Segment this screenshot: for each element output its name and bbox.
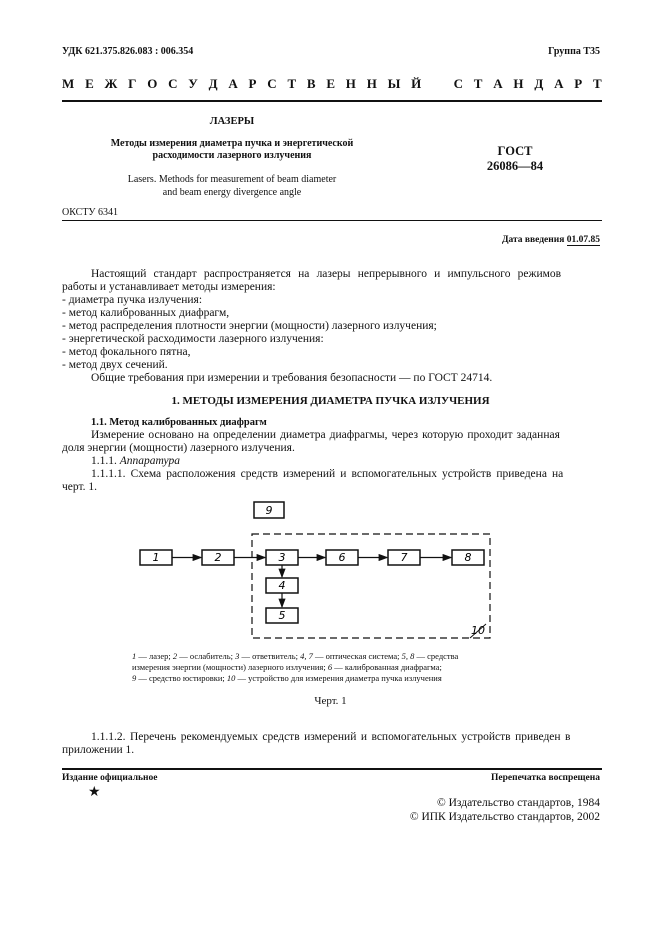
legend-text: — ослабитель; bbox=[177, 651, 236, 661]
gost-number: 26086—84 bbox=[486, 159, 544, 173]
banner-letter: Р bbox=[248, 76, 257, 91]
banner-letter: Н bbox=[366, 76, 377, 91]
scheme-diagram bbox=[130, 498, 500, 646]
frame-label: 10 bbox=[471, 624, 485, 637]
banner-letter: Д bbox=[208, 76, 218, 91]
date-label: Дата введения bbox=[501, 235, 565, 245]
list-item: - метод двух сечений. bbox=[62, 359, 168, 371]
apparatus-line bbox=[62, 455, 599, 468]
banner-letter: А bbox=[228, 76, 238, 91]
banner-letter: Н bbox=[513, 76, 524, 91]
title-en-line: and beam energy divergence angle bbox=[162, 187, 302, 198]
doc-title: ЛАЗЕРЫ bbox=[209, 116, 255, 127]
legend-line bbox=[132, 662, 532, 673]
box-label: 3 bbox=[278, 551, 286, 564]
copyright-line: © Издательство стандартов, 1984 bbox=[436, 797, 600, 809]
header-rule bbox=[62, 100, 602, 102]
legend-num: 9 bbox=[132, 673, 137, 683]
list-item: - энергетической расходимости лазерного излучения: bbox=[62, 333, 324, 345]
banner-letter: Е bbox=[85, 76, 94, 91]
banner-letter: Й bbox=[411, 76, 422, 91]
body-line: черт. 1. bbox=[62, 481, 98, 493]
banner-letter: А bbox=[493, 76, 503, 91]
box-2 bbox=[202, 550, 234, 565]
box-label: 9 bbox=[265, 504, 273, 517]
legend-text: — лазер; bbox=[136, 651, 173, 661]
date-value: 01.07.85 bbox=[566, 235, 600, 245]
legend-line bbox=[132, 651, 532, 662]
banner-letter: С bbox=[168, 76, 178, 91]
banner-letter: О bbox=[147, 76, 158, 91]
udk-code: УДК 621.375.826.083 : 006.354 bbox=[62, 46, 194, 57]
body-line: Измерение основано на определении диаметра диафрагмы, через которую проходит заданная bbox=[91, 429, 560, 441]
box-8 bbox=[452, 550, 484, 565]
banner-letter: Т bbox=[592, 76, 602, 91]
box-label: 2 bbox=[214, 551, 222, 564]
list-item: - метод фокального пятна, bbox=[62, 346, 191, 358]
legend-num: 10 bbox=[226, 673, 236, 683]
section-heading: 1. МЕТОДЫ ИЗМЕРЕНИЯ ДИАМЕТРА ПУЧКА ИЗЛУЧЕНИЯ bbox=[171, 395, 490, 407]
legend-text: — устройство для измерения диаметра пучка излучения bbox=[235, 673, 442, 683]
legend-text: измерения энергии (мощности) лазерного излучения; bbox=[132, 662, 328, 672]
body-line: доля энергии (мощности) лазерного излучения. bbox=[62, 442, 295, 454]
legend-text: — оптическая система; bbox=[312, 651, 402, 661]
banner-letter: Т bbox=[473, 76, 483, 91]
clause-1112 bbox=[62, 731, 599, 757]
box-label: 6 bbox=[338, 551, 346, 564]
reprint-notice: Перепечатка воспрещена bbox=[490, 773, 600, 783]
title-en-line: Lasers. Methods for measurement of beam diameter bbox=[127, 174, 337, 185]
banner-letter: Е bbox=[326, 76, 336, 91]
box-9 bbox=[254, 502, 284, 518]
gost-label: ГОСТ bbox=[497, 144, 533, 158]
banner-letter: Д bbox=[534, 76, 544, 91]
box-5 bbox=[266, 608, 298, 623]
title-ru-line: расходимости лазерного излучения bbox=[152, 150, 312, 161]
star-icon: ★ bbox=[88, 785, 101, 800]
legend-num: 4, 7 bbox=[300, 651, 313, 661]
banner-letter: В bbox=[306, 76, 316, 91]
box-1 bbox=[140, 550, 172, 565]
banner-letter: Г bbox=[128, 76, 137, 91]
clause-title: Аппаратура bbox=[119, 455, 180, 467]
box-7 bbox=[388, 550, 420, 565]
group-code: Группа Т35 bbox=[548, 46, 600, 57]
box-label: 7 bbox=[400, 551, 408, 564]
banner-letter: С bbox=[267, 76, 277, 91]
figure-label: Черт. 1 bbox=[314, 695, 347, 707]
section1-body bbox=[62, 416, 599, 494]
okstu-rule bbox=[62, 220, 602, 221]
banner-letter: Н bbox=[345, 76, 356, 91]
body-line: 1.1.1.2. Перечень рекомендуемых средств измерений и вспомогательных устройств приведен в bbox=[91, 731, 571, 743]
body-line: 1.1.1.1. Схема расположения средств измерений и вспомогательных устройств приведена на bbox=[91, 468, 564, 480]
title-en bbox=[62, 173, 402, 199]
banner-letter: А bbox=[554, 76, 564, 91]
clause-number: 1.1.1. bbox=[91, 455, 117, 467]
body-line: приложении 1. bbox=[62, 744, 135, 756]
legend-num: 5, 8 bbox=[401, 651, 415, 661]
figure-legend bbox=[132, 651, 532, 684]
title-ru bbox=[62, 138, 402, 162]
box-4 bbox=[266, 578, 298, 593]
footer-rule bbox=[62, 768, 602, 770]
legend-num: 1 bbox=[132, 651, 137, 661]
subsection-heading: 1.1. Метод калиброванных диафрагм bbox=[91, 417, 267, 428]
banner-letter: Ж bbox=[104, 76, 118, 91]
banner-letter: С bbox=[453, 76, 464, 91]
legend-num: 3 bbox=[235, 651, 240, 661]
legend-num: 6 bbox=[327, 662, 333, 672]
standard-banner bbox=[62, 76, 602, 92]
general-requirements: Общие требования при измерении и требования безопасности — по ГОСТ 24714. bbox=[91, 372, 493, 384]
legend-line bbox=[132, 673, 532, 684]
box-6 bbox=[326, 550, 358, 565]
list-item: - метод калиброванных диафрагм, bbox=[62, 307, 230, 319]
banner-letter: Р bbox=[574, 76, 583, 91]
intro-paragraph bbox=[62, 268, 599, 385]
box-label: 5 bbox=[278, 609, 286, 622]
banner-letter: М bbox=[62, 76, 75, 91]
box-label: 4 bbox=[278, 579, 286, 592]
list-item: - диаметра пучка излучения: bbox=[62, 294, 203, 306]
legend-text: — ответвитель; bbox=[239, 651, 301, 661]
official-edition: Издание официальное bbox=[62, 773, 158, 783]
intro-line: работы и устанавливает методы измерения: bbox=[62, 281, 276, 293]
gost-block bbox=[465, 144, 565, 174]
legend-text: — калиброванная диафрагма; bbox=[332, 662, 442, 672]
date-introduced bbox=[502, 235, 600, 245]
intro-line: Настоящий стандарт распространяется на лазеры непрерывного и импульсного режимов bbox=[91, 268, 562, 280]
copyright-line: © ИПК Издательство стандартов, 2002 bbox=[409, 811, 600, 823]
box-label: 8 bbox=[464, 551, 472, 564]
legend-text: — средство юстировки; bbox=[136, 673, 227, 683]
banner-letter: У bbox=[188, 76, 198, 91]
legend-num: 2 bbox=[172, 651, 178, 661]
okstu-code: ОКСТУ 6341 bbox=[62, 207, 119, 218]
title-ru-line: Методы измерения диаметра пучка и энергетической bbox=[110, 138, 354, 149]
box-label: 1 bbox=[152, 551, 160, 564]
legend-text: — средства bbox=[414, 651, 459, 661]
list-item: - метод распределения плотности энергии (мощности) лазерного излучения; bbox=[62, 320, 437, 332]
box-3 bbox=[266, 550, 298, 565]
banner-letter: Т bbox=[287, 76, 297, 91]
banner-letter: Ы bbox=[387, 76, 401, 91]
copyright-block bbox=[410, 796, 600, 824]
